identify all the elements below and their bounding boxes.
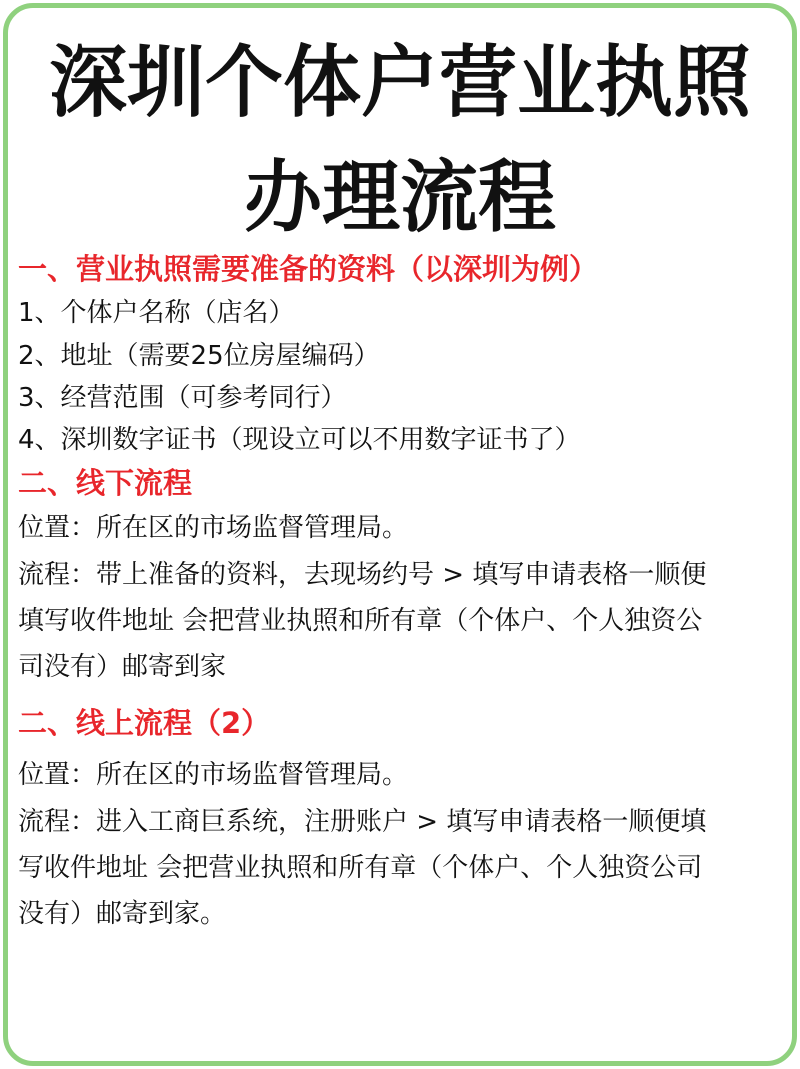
offline-process-line: 流程：带上准备的资料，去现场约号 > 填写申请表格一顺便 bbox=[18, 560, 707, 590]
online-process-line: 没有）邮寄到家。 bbox=[18, 899, 227, 929]
online-location: 位置：所在区的市场监督管理局。 bbox=[18, 760, 409, 790]
online-process-line: 写收件地址 会把营业执照和所有章（个体户、个人独资公司 bbox=[18, 853, 703, 883]
offline-location: 位置：所在区的市场监督管理局。 bbox=[18, 513, 409, 543]
offline-process-line: 填写收件地址 会把营业执照和所有章（个体户、个人独资公 bbox=[18, 606, 703, 636]
section-heading-materials: 一、营业执照需要准备的资料（以深圳为例） bbox=[18, 252, 599, 286]
list-item: 2、地址（需要25位房屋编码） bbox=[18, 341, 380, 371]
title-line-1: 深圳个体户营业执照 bbox=[48, 38, 751, 128]
list-item: 3、经营范围（可参考同行） bbox=[18, 383, 347, 413]
document-card bbox=[3, 3, 797, 1066]
section-heading-online: 二、线上流程（2） bbox=[18, 706, 271, 740]
title-line-2: 办理流程 bbox=[243, 153, 556, 243]
list-item: 4、深圳数字证书（现设立可以不用数字证书了） bbox=[18, 425, 581, 455]
list-item: 1、个体户名称（店名） bbox=[18, 298, 295, 328]
online-process-line: 流程：进入工商巨系统，注册账户 > 填写申请表格一顺便填 bbox=[18, 807, 707, 837]
section-heading-offline: 二、线下流程 bbox=[18, 466, 193, 500]
offline-process-line: 司没有）邮寄到家 bbox=[18, 652, 227, 682]
